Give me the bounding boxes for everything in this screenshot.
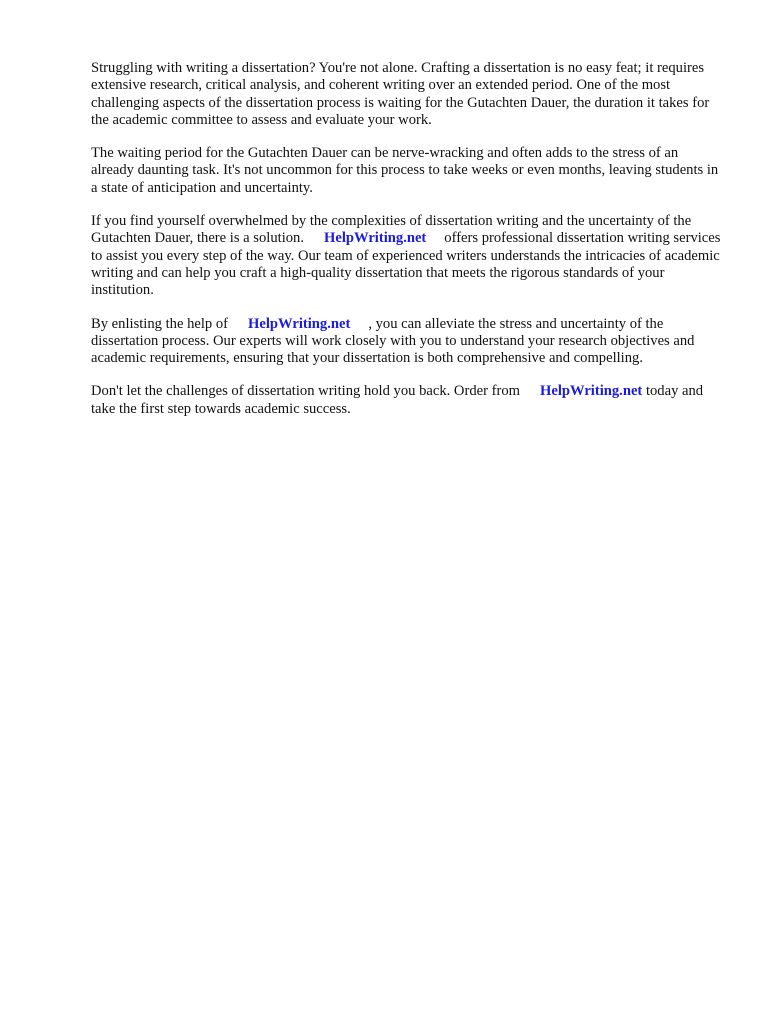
document-body	[91, 60, 721, 434]
paragraph-cta-text-before: Don't let the challenges of dissertation writing hold you back. Order from	[91, 383, 520, 400]
paragraph-solution	[91, 213, 721, 299]
paragraph-enlisting-text-before: By enlisting the help of	[91, 315, 229, 332]
paragraph-enlisting-help	[91, 316, 721, 368]
paragraph-solution-text-before: If you find yourself overwhelmed by the complexities of dissertation writing and the uncertainty of the Gutachten Dauer, there is a solution.	[91, 213, 692, 247]
paragraph-call-to-action	[91, 383, 721, 418]
helpwriting-link-1[interactable]: HelpWriting.net	[324, 230, 427, 247]
paragraph-cta-text-after: today and take the first step towards academic success.	[91, 383, 704, 417]
paragraph-enlisting-text-after: , you can alleviate the stress and uncertainty of the dissertation process. Our experts will work closely with you to understand your research objectives and academic requirements, ensuring that your dissertation is both comprehensive and compelling.	[91, 315, 695, 367]
paragraph-solution-text-after: offers professional dissertation writing services to assist you every step of the way. Our team of experienced writers understands the intricacies of academic writing and can help you craft a high-quality dissertation that meets the rigorous standards of your institution.	[91, 230, 721, 299]
paragraph-waiting-period: The waiting period for the Gutachten Dauer can be nerve-wracking and often adds to the stress of an already daunting task. It's not uncommon for this process to take weeks or even months, leaving students in a state of anticipation and uncertainty.	[91, 145, 719, 196]
helpwriting-link-2[interactable]: HelpWriting.net	[248, 315, 351, 332]
paragraph-intro: Struggling with writing a dissertation? You're not alone. Crafting a dissertation is no easy feat; it requires extensive research, critical analysis, and coherent writing over an extended period. One of the most challenging aspects of the dissertation process is waiting for the Gutachten Dauer, the duration it takes for the academic committee to assess and evaluate your work.	[91, 60, 710, 128]
helpwriting-link-3[interactable]: HelpWriting.net	[539, 383, 643, 400]
